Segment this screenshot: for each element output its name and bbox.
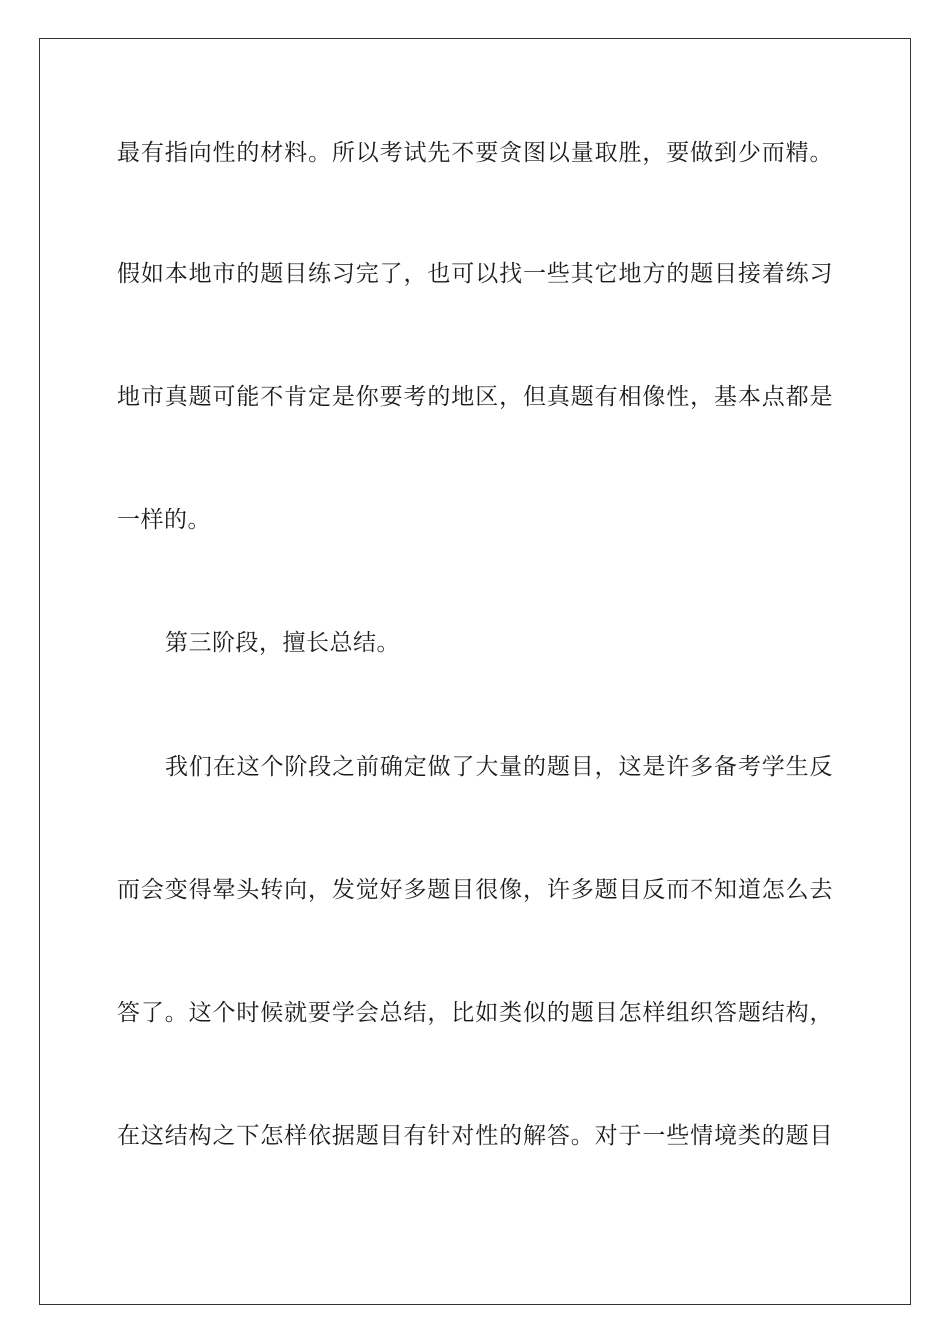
text-line-1: 最有指向性的材料。所以考试先不要贪图以量取胜，要做到少而精。: [117, 140, 833, 166]
text-line-9: 在这结构之下怎样依据题目有针对性的解答。对于一些情境类的题目: [117, 1123, 833, 1149]
text-line-3: 地市真题可能不肯定是你要考的地区，但真题有相像性，基本点都是: [117, 384, 833, 410]
text-line-4: 一样的。: [117, 507, 211, 533]
text-line-2: 假如本地市的题目练习完了，也可以找一些其它地方的题目接着练习: [117, 261, 833, 287]
page-border: [39, 38, 911, 1305]
text-line-8: 答了。这个时候就要学会总结，比如类似的题目怎样组织答题结构，: [117, 1000, 833, 1026]
text-line-6: 我们在这个阶段之前确定做了大量的题目，这是许多备考学生反: [165, 754, 833, 780]
text-line-7: 而会变得晕头转向，发觉好多题目很像，许多题目反而不知道怎么去: [117, 877, 833, 903]
section-heading: 第三阶段，擅长总结。: [165, 630, 400, 656]
